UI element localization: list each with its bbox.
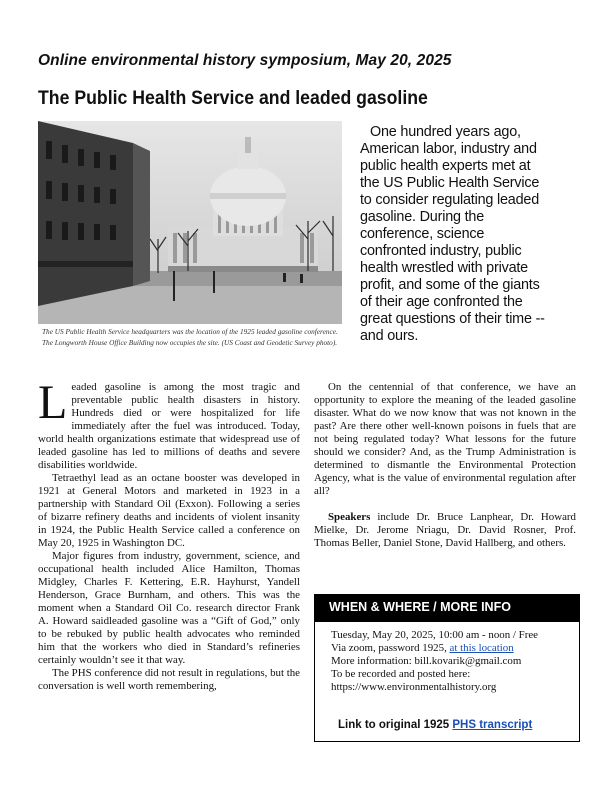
kicker: Online environmental history symposium, May 20, 2025 [38, 52, 452, 69]
article-column-right [314, 381, 576, 550]
info-zoom [331, 642, 565, 655]
transcript-prefix: Link to original 1925 [338, 719, 453, 731]
phs-transcript-link[interactable]: PHS transcript [452, 719, 533, 731]
info-contact: More information: bill.kovarik@gmail.com [331, 655, 522, 667]
paragraph-2: Tetraethyl lead as an octane booster was developed in 1921 at General Motors and marketed in 1923 in a partnership with Standard Oil (Exxon). Following a series of bizarre refinery deaths and incidents of violent insanity in 1924, the Public Health Service called a conference on May 20, 1925 in Washington DC. [38, 472, 300, 549]
speakers-text: include Dr. Bruce Lanphear, Dr. Howard Mielke, Dr. Jerome Nriagu, Dr. David Rosner, Prof. Thomas Beller, Daniel Stone, David Hallberg, and others. [314, 511, 576, 549]
info-box-body [315, 622, 579, 694]
speakers-paragraph [314, 511, 576, 550]
transcript-line [338, 719, 532, 731]
paragraph-5: On the centennial of that conference, we have an opportunity to explore the meaning of the leaded gasoline disaster. What do we now know that was not known in the past? Are there other well-known poisons in fuels that are not being regulated today? What lessons for the future should we consider? And, as the Trump Administration is determined to dismantle the Environmental Protection Agency, what is the value of environmental regulation after all? [314, 381, 576, 497]
speakers-label: Speakers [328, 511, 371, 523]
paragraph-1 [38, 376, 300, 472]
paragraph-4: The PHS conference did not result in regulations, but the conversation is well worth remembering, [38, 667, 301, 692]
article-column-left [38, 376, 301, 693]
paragraph-1-text: eaded gasoline is among the most tragic and preventable public health disasters in history. Hundreds died or were hospitalized for life immediately after the fuel was introduced. Today, world health organizations estimate that widespread use of leaded gasoline has led to millions of deaths and severe disabilities worldwide. [38, 381, 300, 471]
paragraph-3: Major figures from industry, government, science, and occupational health included Alice Hamilton, Thomas Midgley, Charles F. Kettering, E.R. Hayhurst, Yandell Henderson, Grace Burnham, and others. This was the moment when a Standard Oil Co. research director Frank A. Howard saidleaded gasoline was a “Gift of God,” only to be rebuked by public health advocates who reminded him that the workers who died in Standard’s refineries certainly wouldn’t see it that way. [38, 550, 300, 666]
intro-paragraph: One hundred years ago, American labor, industry and public health experts met at the US Public Health Service to consider regulating leaded gasoline. During the conference, science confronted industry, public health wrestled with private profit, and some of the giants of their age confronted the great questions of their time -- and ours. [360, 124, 545, 344]
info-recorded: To be recorded and posted here: [331, 668, 471, 680]
info-zoom-text: Via zoom, password 1925, [331, 642, 450, 654]
drop-cap: L [38, 376, 68, 429]
photo-caption: The US Public Health Service headquarters was the location of the 1925 leaded gasoline conference. The Longworth House Office Building now occupies the site. (US Coast and Geodetic Survey photo). [42, 327, 338, 347]
info-box-heading: WHEN & WHERE / MORE INFO [315, 595, 579, 622]
zoom-location-link[interactable]: at this location [449, 642, 514, 654]
info-date: Tuesday, May 20, 2025, 10:00 am - noon / Free [331, 629, 539, 641]
headline: The Public Health Service and leaded gasoline [38, 88, 428, 109]
capitol-building-photo [38, 121, 342, 324]
info-website: https://www.environmentalhistory.org [331, 681, 497, 693]
